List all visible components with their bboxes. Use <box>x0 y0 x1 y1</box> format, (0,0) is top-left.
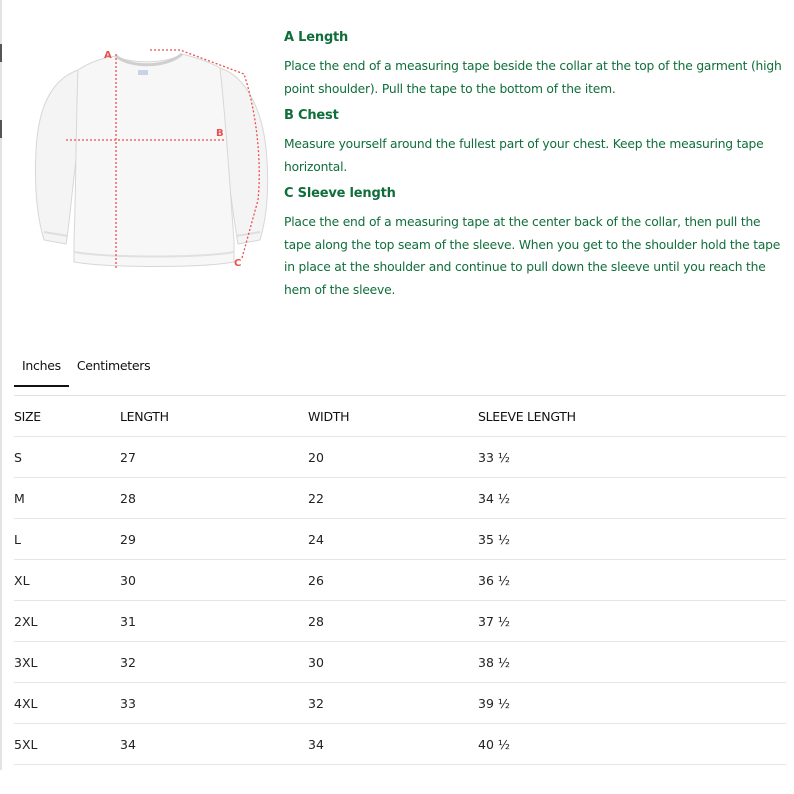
cell-sleeve-length: 39 ½ <box>478 683 786 724</box>
cell-size: 5XL <box>14 724 120 765</box>
table-row <box>14 724 786 765</box>
cell-width: 20 <box>308 437 478 478</box>
cell-sleeve-length: 34 ½ <box>478 478 786 519</box>
table-row <box>14 519 786 560</box>
cell-size: M <box>14 478 120 519</box>
cell-sleeve-length: 36 ½ <box>478 560 786 601</box>
marker-a: A <box>104 50 112 61</box>
table-row <box>14 683 786 724</box>
cell-sleeve-length: 37 ½ <box>478 601 786 642</box>
table-header-row <box>14 396 786 437</box>
cell-length: 33 <box>120 683 308 724</box>
sweatshirt-measurement-diagram <box>30 40 280 280</box>
table-row <box>14 642 786 683</box>
measurement-guide <box>284 22 784 309</box>
guide-chest-title: B Chest <box>284 108 339 123</box>
cell-sleeve-length: 38 ½ <box>478 642 786 683</box>
table-row <box>14 601 786 642</box>
sweatshirt-illustration <box>35 54 267 267</box>
cell-length: 31 <box>120 601 308 642</box>
cell-sleeve-length: 33 ½ <box>478 437 786 478</box>
cell-length: 34 <box>120 724 308 765</box>
guide-chest-text: Measure yourself around the fullest part of your chest. Keep the measuring tape horizontal. <box>284 137 764 174</box>
table-row <box>14 437 786 478</box>
cell-width: 34 <box>308 724 478 765</box>
cell-width: 32 <box>308 683 478 724</box>
brand-tag <box>138 70 148 75</box>
cell-size: XL <box>14 560 120 601</box>
guide-length-title: A Length <box>284 30 349 45</box>
cell-length: 29 <box>120 519 308 560</box>
cell-sleeve-length: 40 ½ <box>478 724 786 765</box>
tab-inches[interactable]: Inches <box>14 350 69 387</box>
size-chart-table <box>14 396 786 765</box>
cell-size: 2XL <box>14 601 120 642</box>
cell-length: 32 <box>120 642 308 683</box>
header-size: SIZE <box>14 408 41 424</box>
marker-c: C <box>234 258 242 269</box>
cell-length: 27 <box>120 437 308 478</box>
cell-size: 3XL <box>14 642 120 683</box>
left-border-tick <box>0 120 2 138</box>
cell-width: 24 <box>308 519 478 560</box>
header-sleeve-length: SLEEVE LENGTH <box>478 408 576 424</box>
table-row <box>14 560 786 601</box>
cell-width: 30 <box>308 642 478 683</box>
header-width: WIDTH <box>308 408 350 424</box>
tab-centimeters[interactable]: Centimeters <box>76 358 151 373</box>
guide-sleeve-title: C Sleeve length <box>284 186 396 201</box>
unit-tabs <box>14 350 158 387</box>
marker-b: B <box>216 128 224 139</box>
cell-width: 28 <box>308 601 478 642</box>
guide-sleeve-text: Place the end of a measuring tape at the center back of the collar, then pull the tape along the top seam of the sleeve. When you get to the shoulder hold the tape in place at the shoulder and continue to pull down the sleeve until you reach the hem of the sleeve. <box>284 215 781 297</box>
cell-width: 26 <box>308 560 478 601</box>
cell-size: 4XL <box>14 683 120 724</box>
guide-length-text: Place the end of a measuring tape beside the collar at the top of the garment (high point shoulder). Pull the tape to the bottom of the item. <box>284 59 782 96</box>
header-length: LENGTH <box>120 408 169 424</box>
cell-width: 22 <box>308 478 478 519</box>
left-border <box>0 0 2 770</box>
cell-size: S <box>14 437 120 478</box>
left-border-tick <box>0 44 2 62</box>
cell-sleeve-length: 35 ½ <box>478 519 786 560</box>
cell-size: L <box>14 519 120 560</box>
table-row <box>14 478 786 519</box>
cell-length: 30 <box>120 560 308 601</box>
cell-length: 28 <box>120 478 308 519</box>
